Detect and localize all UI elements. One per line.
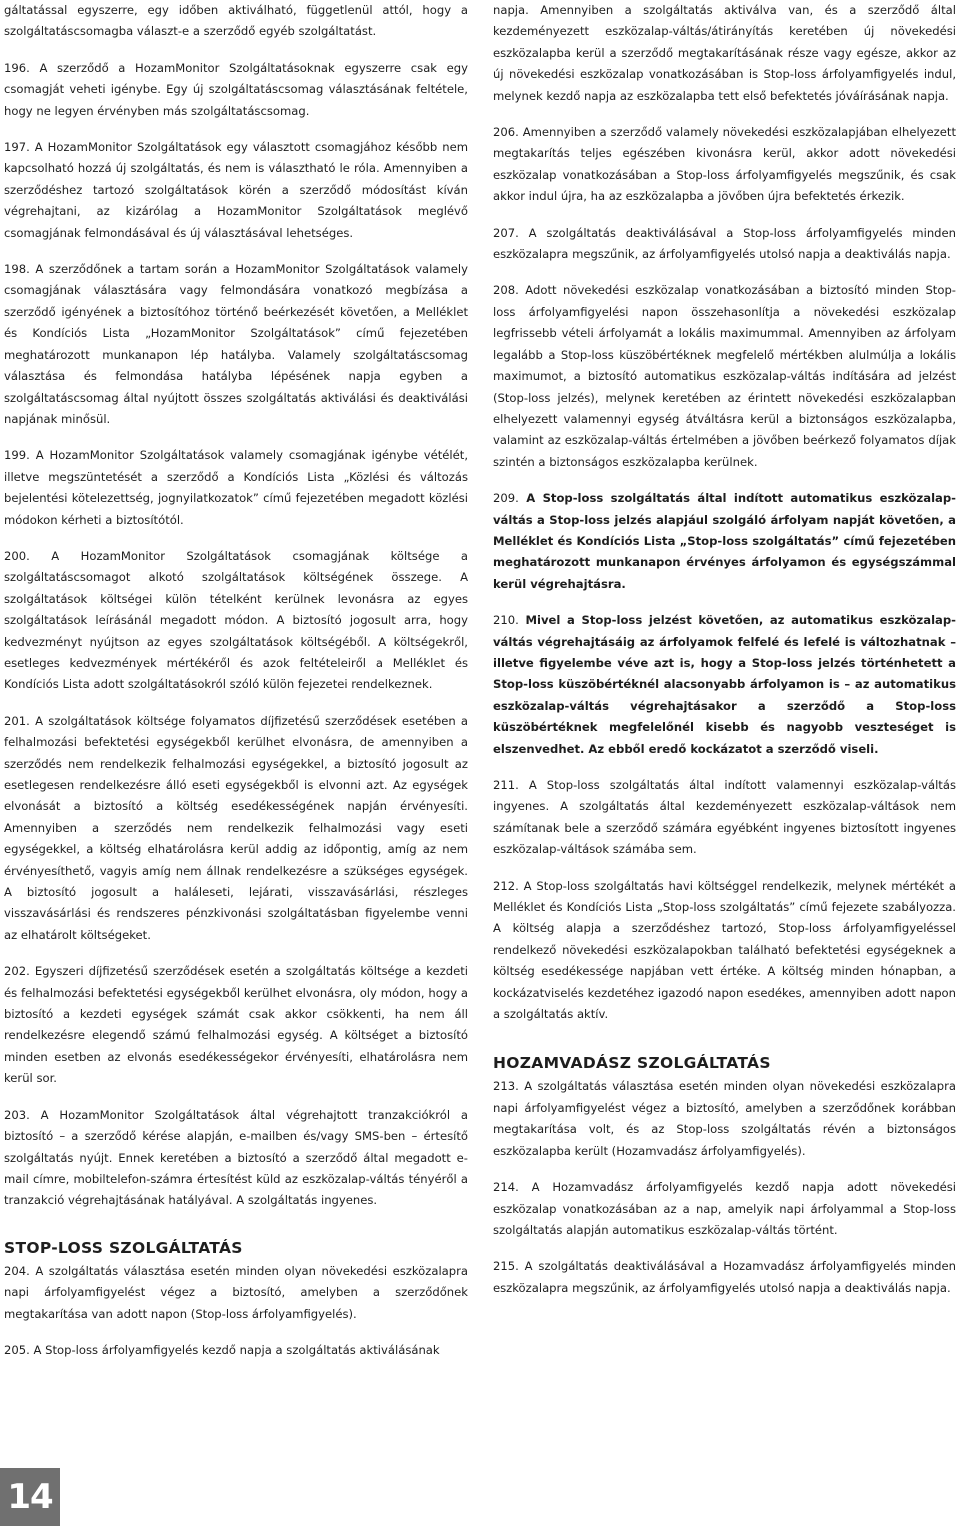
paragraph-215 xyxy=(493,1256,956,1299)
paragraph-text: A Hozamvadász árfolyamfigyelés kezdő napja adott növekedési eszközalap vonatkozásában az a nap, amelyik napi árfolyammal a Stop-loss szolgáltatás alapján automatikus eszközalap-váltás történt. xyxy=(493,1180,956,1237)
paragraph-number: 199. xyxy=(4,448,30,463)
paragraph-210 xyxy=(493,610,956,760)
paragraph-text: Mivel a Stop-loss jelzést követően, az automatikus eszközalap-váltás végrehajtásáig az árfolyamok felfelé és lefelé is változhatnak – illetve figyelembe véve azt is, hogy a Stop-loss jelzés történhetett a Stop-loss küszöbértéknél alacsonyabb árfolyamon is – az automatikus eszközalap-váltás végrehajtásakor a szerződő a Stop-loss küszöbértéknek megfelelőnél kisebb és nagyobb veszteséget is elszenvedhet. Az ebből eredő kockázatot a szerződő viseli. xyxy=(493,613,956,756)
paragraph-text: A Stop-loss árfolyamfigyelés kezdő napja a szolgáltatás aktiválásának xyxy=(33,1342,440,1357)
paragraph-207 xyxy=(493,223,956,266)
paragraph-text: A Stop-loss szolgáltatás által indított automatikus eszközalap-váltás a Stop-loss jelzés alapjául szolgáló árfolyam napját követően, a Melléklet és Kondíciós Lista „Stop-loss szolgáltatás” című fejezetében meghatározott munkanapon érvényes árfolyamon és egységszámmal kerül végrehajtásra. xyxy=(493,491,956,591)
paragraph-number: 201. xyxy=(4,713,30,728)
paragraph-number: 205. xyxy=(4,1342,30,1357)
paragraph-202 xyxy=(4,961,468,1089)
paragraph-text: A HozamMonitor Szolgáltatások csomagjának költsége a szolgáltatáscsomagot alkotó szolgáltatások költségének összege. A szolgáltatások költségei külön tételként kerülnek levonásra az egyes szolgáltatások leírásánál megadott módon. A biztosító jogosult arra, hogy kedvezményt nyújtson az egyes szolgáltatások költségéből. A költségekről, esetleges kedvezmények mértékéről és azok feltételeiről a Melléklet és Kondíciós Lista adott szolgáltatásokról szóló külön fejezetei rendelkeznek. xyxy=(4,548,468,692)
paragraph-text: A szolgáltatás deaktiválásával a Stop-loss árfolyamfigyelés minden eszközalapra megszűnik, az árfolyamfigyelés utolsó napja a deaktiválás napja. xyxy=(493,225,957,262)
paragraph-text: Adott növekedési eszközalap vonatkozásában a biztosító minden Stop-loss árfolyamfigyelési napon összehasonlítja a növekedési eszközalap legfrissebb vételi árfolyamát a lokális maximummal. Amennyiben az árfolyam legalább a Stop-loss küszöbértéknek megfelelő mértékben alulmúlja a lokális maximumot, a biztosító automatikus eszközalap-váltás indítására ad jelzést (Stop-loss jelzés), melynek keretében az érintett növekedési eszközalapban elhelyezett valamennyi egység átváltásra kerül a biztonságos eszközalapba, valamint az eszközalap-váltás értelmében a jövőben beérkező folyamatos díjak szintén a biztonságos eszközalapba kerülnek. xyxy=(493,283,956,469)
paragraph-212 xyxy=(493,876,956,1026)
left-column xyxy=(4,0,468,1361)
paragraph-211 xyxy=(493,775,956,861)
paragraph-text: A szolgáltatások költsége folyamatos díjfizetésű szerződések esetében a felhalmozási befektetési egységekből kerülhet elvonásra, de amennyiben a szerződés nem rendelkezik felhalmozási egységekkel, a biztosító jogosult az esetlegesen rendelkezésre álló eseti egységekből is elvonni azt. Az egységek elvonását a biztosító a költség esedékességének napján érvényesíti. Amennyiben a szerződés nem rendelkezik felhalmozási vagy eseti egységekkel, a költség elhatárolásra kerül addig az időpontig, amíg az nem érvényesíthető, vagyis amíg nem állnak rendelkezésre a szükséges egységek. A biztosító jogosult a haláleseti, lejárati, visszavásárlási, részleges visszavásárlási és rendszeres pénzkivonási szolgáltatásban figyelembe venni az elhatárolt költségeket. xyxy=(4,713,469,942)
paragraph-number: 204. xyxy=(4,1263,30,1278)
paragraph-number: 209. xyxy=(493,491,519,506)
paragraph-198 xyxy=(4,259,468,430)
page-number: 14 xyxy=(0,1468,60,1526)
paragraph-continuation: gáltatással egyszerre, egy időben aktiválható, függetlenül attól, hogy a szolgáltatáscsomagba választ-e a szerződő egyéb szolgáltatást. xyxy=(4,3,468,39)
paragraph-199 xyxy=(4,445,468,531)
paragraph-204 xyxy=(4,1261,468,1325)
right-column xyxy=(493,0,956,1299)
paragraph-208 xyxy=(493,280,956,473)
paragraph-number: 213. xyxy=(493,1079,519,1094)
paragraph-number: 206. xyxy=(493,125,519,140)
paragraph-number: 197. xyxy=(4,140,30,155)
paragraph-196 xyxy=(4,58,468,122)
paragraph-214 xyxy=(493,1177,956,1241)
paragraph-text: A HozamMonitor Szolgáltatások valamely csomagjának igénybe vétélét, illetve megszüntetését a szerződő a Kondíciós Lista „Közlési és változás bejelentési kötelezettség, jognyilatkozatok” című fejezetében megadott közlési módokon kérheti a biztosítótól. xyxy=(4,448,469,527)
section-heading-hozamvadasz: HOZAMVADÁSZ SZOLGÁLTATÁS xyxy=(493,1054,771,1073)
paragraph-197 xyxy=(4,137,468,244)
paragraph-number: 202. xyxy=(4,964,30,979)
paragraph-number: 207. xyxy=(493,225,519,240)
paragraph-text: A szolgáltatás választása esetén minden olyan növekedési eszközalapra napi árfolyamfigyelést végez a biztosító, amelyben a szerződőnek megtakarítása van adott napon (Stop-loss árfolyamfigyelés). xyxy=(4,1263,468,1321)
paragraph-number: 215. xyxy=(493,1259,519,1274)
paragraph-text: A szerződő a HozamMonitor Szolgáltatásoknak egyszerre csak egy csomagját veheti igénybe. Egy új szolgáltatáscsomag választásának feltétele, hogy ne legyen érvényben más szolgáltatáscsomag. xyxy=(4,60,468,118)
paragraph-continuation: napja. Amennyiben a szolgáltatás aktiválva van, és a szerződő által kezdeményezett eszközalap-váltás/átirányítás keretében új növekedési eszközalapba kerül a szerződő megtakarításának része vagy egésze, akkor az új növekedési eszközalap vonatkozásában is Stop-loss árfolyamfigyelés indul, melynek kezdő napja az eszközalapba tett első befektetés jóváírásának napja. xyxy=(493,3,956,103)
section-heading-stop-loss: STOP-LOSS SZOLGÁLTATÁS xyxy=(4,1238,243,1257)
paragraph-number: 200. xyxy=(4,548,30,563)
paragraph-text: A szolgáltatás választása esetén minden olyan növekedési eszközalapra napi árfolyamfigyelést végez a biztosító, amelyben a szerződőnek korábban megtakarítása volt, és az Stop-loss szolgáltatás révén a biztonságos eszközalapba került (Hozamvadász árfolyamfigyelés). xyxy=(493,1079,956,1158)
paragraph-200 xyxy=(4,546,468,696)
paragraph-number: 212. xyxy=(493,878,519,893)
paragraph-text: A HozamMonitor Szolgáltatások egy választott csomagjához később nem kapcsolható hozzá új szolgáltatás, és nem is választható le róla. Amennyiben a szerződéshez tartozó szolgáltatások körén a szerződő módosítást kíván végrehajtani, az kizárólag a HozamMonitor Szolgáltatások meglévő csomagjának felmondásával és új választásával lehetséges. xyxy=(4,140,468,240)
paragraph-205 xyxy=(4,1340,468,1361)
paragraph-number: 210. xyxy=(493,613,519,628)
paragraph-213 xyxy=(493,1076,956,1162)
paragraph-number: 196. xyxy=(4,60,30,75)
paragraph-text: A Stop-loss szolgáltatás havi költséggel rendelkezik, melynek mértékét a Melléklet és Kondíciós Lista „Stop-loss szolgáltatás” című fejezete szabályozza. A költség alapja a szerződéshez tartozó, Stop-loss árfolyamfigyeléssel rendelkező növekedési eszközalapokban található befektetési egységeknek a költség esedékessége napjában vett értéke. A költség minden hónapban, a kockázatviselés kezdetéhez igazodó napon esedékes, amennyiben adott napon a szolgáltatás aktív. xyxy=(493,878,957,1022)
paragraph-203 xyxy=(4,1105,468,1212)
paragraph-text: A Stop-loss szolgáltatás által indított valamennyi eszközalap-váltás ingyenes. A szolgáltatás által kezdeményezett eszközalap-váltások nem számítanak bele a szerződő számára egyébként ingyenes biztosított ingyenes eszközalap-váltások számába sem. xyxy=(493,778,956,857)
paragraph-text: A szolgáltatás deaktiválásával a Hozamvadász árfolyamfigyelés minden eszközalapra megszűnik, az árfolyamfigyelés utolsó napja a deaktiválás napja. xyxy=(493,1259,957,1295)
paragraph-209 xyxy=(493,488,956,595)
paragraph-number: 208. xyxy=(493,283,519,298)
paragraph-text: A szerződőnek a tartam során a HozamMonitor Szolgáltatások valamely csomagjának választására vagy felmondására vonatkozó megbízása a szerződő igényének a biztosítóhoz történő beérkezését követően, a Melléklet és Kondíciós Lista „HozamMonitor Szolgáltatások” című fejezetében meghatározott munkanapon lép hatályba. Valamely szolgáltatáscsomag választása és felmondása hatályba lépésének napja egyben a szolgáltatáscsomag által nyújtott összes szolgáltatás aktiválási és deaktiválási napjának minősül. xyxy=(4,262,469,426)
paragraph-text: Egyszeri díjfizetésű szerződések esetén a szolgáltatás költsége a kezdeti és felhalmozási befektetési egységekből kerülhet elvonásra, oly módon, hogy a biztosító a kezdeti egységek számát csak akkor csökkenti, ha nem áll rendelkezésre elegendő számú felhalmozási egység. A költséget a biztosító minden esetben az elvonás esedékességekor érvényesíti, elhatárolásra nem kerül sor. xyxy=(4,964,468,1086)
paragraph-number: 214. xyxy=(493,1180,519,1195)
paragraph-number: 211. xyxy=(493,778,519,792)
paragraph-number: 203. xyxy=(4,1107,30,1122)
paragraph-206 xyxy=(493,122,956,208)
paragraph-text: Amennyiben a szerződő valamely növekedési eszközalapjában elhelyezett megtakarítás teljes egészében kivonásra kerül, akkor adott növekedési eszközalap vonatkozásában a Stop-loss árfolyamfigyelés megszűnik, és csak akkor indul újra, ha az eszközalapba a jövőben újra befektetés érkezik. xyxy=(493,125,956,204)
paragraph-text: A HozamMonitor Szolgáltatások által végrehajtott tranzakciókról a biztosító – a szerződő kérése alapján, e-mailben és/vagy SMS-ben – értesítő szolgáltatás nyújt. Ennek keretében a biztosító a szerződő által megadott e-mail címre, mobiltelefon-számra értesítést küld az eszközalap-váltás tényéről a tranzakció végrehajtásának hatályával. A szolgáltatás ingyenes. xyxy=(4,1107,468,1208)
paragraph-number: 198. xyxy=(4,262,30,277)
paragraph-201 xyxy=(4,711,468,946)
